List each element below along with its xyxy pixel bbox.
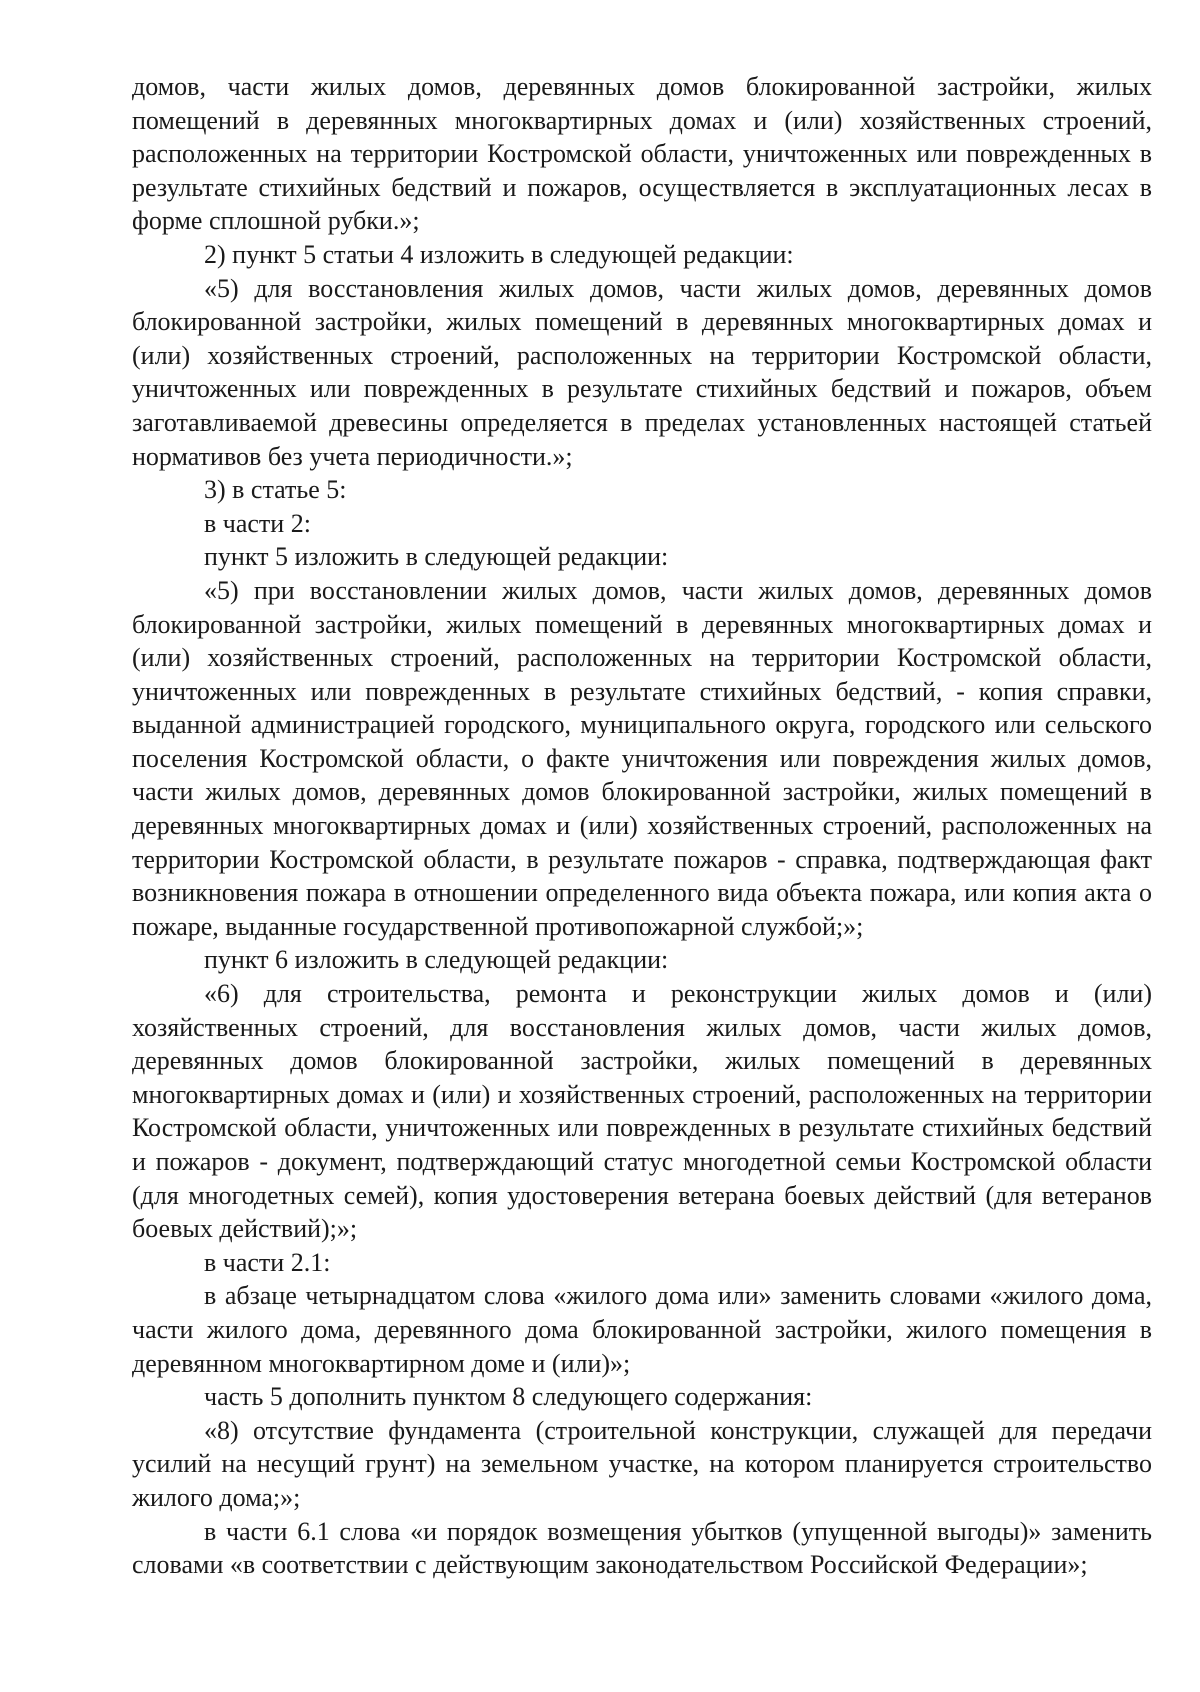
paragraph-item-3: 3) в статье 5:	[204, 475, 347, 505]
paragraph-point-6: пункт 6 изложить в следующей редакции:	[204, 945, 669, 975]
paragraph-part-2: в части 2:	[204, 508, 311, 538]
paragraph-continuation: домов, части жилых домов, деревянных домов блокированной застройки, жилых помещений в деревянных многоквартирных домах и (или) хозяйственных строений, расположенных на территории Костромской области, уничтоженных или поврежденных в результате стихийных бедствий и пожаров, осуществляется в эксплуатационных лесах в форме сплошной рубки.»;	[132, 72, 1152, 236]
paragraph-fourteenth-abzac: в абзаце четырнадцатом слова «жилого дома или» заменить словами «жилого дома, части жилого дома, деревянного дома блокированной застройки, жилого помещения в деревянном многоквартирном доме и (или)»;	[132, 1281, 1152, 1378]
paragraph-point-5: пункт 5 изложить в следующей редакции:	[204, 542, 669, 572]
paragraph-part-2-1: в части 2.1:	[204, 1247, 331, 1277]
paragraph-quote-5-article-4: «5) для восстановления жилых домов, части жилых домов, деревянных домов блокированной застройки, жилых помещений в деревянных многоквартирных домах и (или) хозяйственных строений, расположенных на территории Костромской области, уничтоженных или поврежденных в результате стихийных бедствий и пожаров, объем заготавливаемой древесины определяется в пределах установленных настоящей статьей нормативов без учета периодичности.»;	[132, 273, 1152, 471]
paragraph-part-5: часть 5 дополнить пунктом 8 следующего содержания:	[204, 1382, 813, 1412]
paragraph-quote-6: «6) для строительства, ремонта и реконструкции жилых домов и (или) хозяйственных строений, для восстановления жилых домов, части жилых домов, деревянных домов блокированной застройки, жилых помещений в деревянных многоквартирных домах и (или) и хозяйственных строений, расположенных на территории Костромской области, уничтоженных или поврежденных в результате стихийных бедствий и пожаров - документ, подтверждающий статус многодетной семьи Костромской области (для многодетных семей), копия удостоверения ветерана боевых действий (для ветеранов боевых действий);»;	[132, 979, 1152, 1244]
paragraph-part-6-1: в части 6.1 слова «и порядок возмещения убытков (упущенной выгоды)» заменить словами «в соответствии с действующим законодательством Российской Федерации»;	[132, 1516, 1152, 1580]
paragraph-quote-8: «8) отсутствие фундамента (строительной конструкции, служащей для передачи усилий на несущий грунт) на земельном участке, на котором планируется строительство жилого дома;»;	[132, 1415, 1152, 1512]
document-body	[132, 70, 1152, 1582]
paragraph-item-2: 2) пункт 5 статьи 4 изложить в следующей редакции:	[204, 239, 794, 269]
paragraph-quote-5-article-5: «5) при восстановлении жилых домов, части жилых домов, деревянных домов блокированной застройки, жилых помещений в деревянных многоквартирных домах и (или) хозяйственных строений, расположенных на территории Костромской области, уничтоженных или поврежденных в результате стихийных бедствий, - копия справки, выданной администрацией городского, муниципального округа, городского или сельского поселения Костромской области, о факте уничтожения или повреждения жилых домов, части жилых домов, деревянных домов блокированной застройки, жилых помещений в деревянных многоквартирных домах и (или) хозяйственных строений, расположенных на территории Костромской области, в результате пожаров - справка, подтверждающая факт возникновения пожара в отношении определенного вида объекта пожара, или копия акта о пожаре, выданные государственной противопожарной службой;»;	[132, 575, 1152, 941]
